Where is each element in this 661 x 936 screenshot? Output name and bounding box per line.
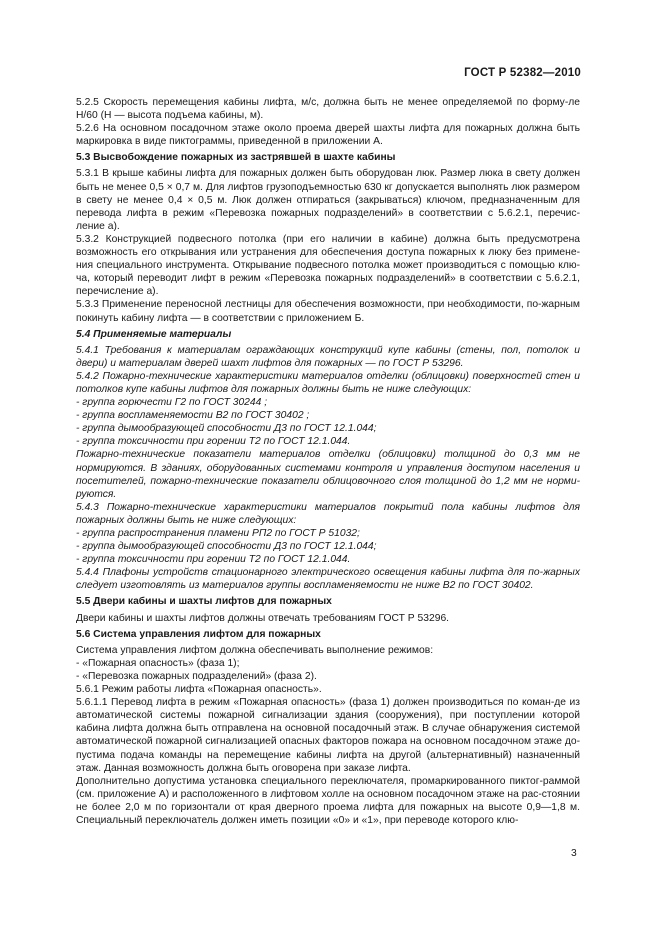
clause-5-3-1: 5.3.1 В крыше кабины лифта для пожарных должен быть оборудован люк. Размер люка в свету должен быть не менее 0,5 × 0,7 м. Для лифтов грузоподъемностью 630 кг допускается выполнять люк размером в свету не менее 0,4 × 0,5 м. Люк должен отпираться (закрываться) ключом, предназначенным для перевода лифта в режим «Перевозка пожарных подразделений» в соответствии с 5.6.2.1, перечис-ление а). (76, 168, 580, 232)
paragraph-5-6: Система управления лифтом должна обеспечивать выполнение режимов: (76, 644, 434, 656)
clause-5-3-2: 5.3.2 Конструкцией подвесного потолка (при его наличии в кабине) должна быть предусмотрена возможность его открывания или устранения для обеспечения доступа пожарных к люку без примене-ния специального инструмента. Открывание подвесного потолка может производиться с помощью клю-ча, который переводит лифт в режим «Перевозка пожарных подразделений» в соответствии с 5.6.2.1, перечисление а). (76, 233, 580, 298)
page-number: 3 (571, 848, 577, 859)
paragraph-5-5: Двери кабины и шахты лифтов должны отвечать требованиям ГОСТ Р 53296. (76, 612, 450, 624)
list-item: - «Пожарная опасность» (фаза 1); (76, 657, 240, 669)
section-heading-5-5: 5.5 Двери кабины и шахты лифтов для пожарных (76, 596, 332, 608)
clause-5-4-2: 5.4.2 Пожарно-технические характеристики материалов отделки (облицовки) поверхностей стен и потолков купе кабины лифтов для пожарных должны быть не ниже следующих: (76, 370, 580, 395)
clause-5-4-3: 5.4.3 Пожарно-технические характеристики материалов покрытий пола кабины лифтов для пожарных должны быть не ниже следующих: (76, 501, 580, 526)
list-item: - группа токсичности при горении Т2 по ГОСТ 12.1.044. (76, 436, 351, 448)
paragraph-additional: Дополнительно допустима установка специального переключателя, промаркированного пиктог-раммой (см. приложение А) и расположенного в лифтовом холле на основном посадочном этаже на рас-стоянии не более 2,0 м по горизонтали от края дверного проема лифта для пожарных на высоте 0,9—1,8 м. Специальный переключатель должен иметь позиции «0» и «1», при переводе которого клю- (76, 775, 580, 826)
clause-5-4-4: 5.4.4 Плафоны устройств стационарного электрического освещения кабины лифта для по-жарных следует изготовлять из материалов группы воспламеняемости не ниже В2 по ГОСТ 30402. (76, 567, 580, 592)
clause-5-4-1: 5.4.1 Требования к материалам ограждающих конструкций купе кабины (стены, пол, потолок и двери) и материалам дверей шахт лифтов для пожарных — по ГОСТ Р 53296. (76, 344, 580, 369)
section-heading-5-3: 5.3 Высвобождение пожарных из застрявшей в шахте кабины (76, 152, 396, 164)
clause-5-3-3: 5.3.3 Применение переносной лестницы для обеспечения возможности, при необходимости, по-жарным покинуть кабину лифта — в соответствии с приложением Б. (76, 299, 580, 324)
clause-5-6-1-1: 5.6.1.1 Перевод лифта в режим «Пожарная опасность» (фаза 1) должен производиться по коман-де из автоматической системы пожарной сигнализации здания (сооружения), при поступлении которой кабина лифта должна быть отправлена на основной посадочный этаж. В случае обнаружения системой автоматической пожарной сигнализацией опасных факторов пожара на основном посадочном этаже до-пустима подача команды на перемещение кабины лифта на другой (альтернативный) назначенный этаж. Данная возможность должна быть оговорена при заказе лифта. (76, 697, 580, 774)
section-heading-5-6: 5.6 Система управления лифтом для пожарных (76, 628, 321, 640)
list-item: - группа горючести Г2 по ГОСТ 30244 ; (76, 397, 268, 409)
clause-5-2-6: 5.2.6 На основном посадочном этаже около проема дверей шахты лифта для пожарных должна быть маркировка в виде пиктограммы, приведенной в приложении А. (76, 123, 580, 148)
clause-5-2-5: 5.2.5 Скорость перемещения кабины лифта, м/с, должна быть не менее определяемой по форму-ле H/60 (H — высота подъема кабины, м). (76, 97, 580, 122)
list-item: - группа воспламеняемости В2 по ГОСТ 30402 ; (76, 410, 310, 422)
list-item: - группа распространения пламени РП2 по ГОСТ Р 51032; (76, 528, 360, 539)
document-header: ГОСТ Р 52382—2010 (464, 67, 581, 79)
section-heading-5-4: 5.4 Применяемые материалы (76, 328, 232, 340)
list-item: - группа токсичности при горении Т2 по ГОСТ 12.1.044. (76, 554, 351, 566)
clause-5-6-1: 5.6.1 Режим работы лифта «Пожарная опасность». (76, 684, 322, 696)
list-item: - группа дымообразующей способности Д3 по ГОСТ 12.1.044; (76, 541, 377, 553)
list-item: - группа дымообразующей способности Д3 по ГОСТ 12.1.044; (76, 423, 377, 435)
paragraph-note: Пожарно-технические показатели материалов отделки (облицовки) толщиной до 0,3 мм не нормируются. В зданиях, оборудованных системами контроля и управления доступом населения и посетителей, пожарно-технические показатели облицовочного слоя толщиной до 1,2 мм не норми-руются. (76, 449, 580, 500)
document-body (76, 96, 580, 827)
list-item: - «Перевозка пожарных подразделений» (фаза 2). (76, 670, 317, 682)
